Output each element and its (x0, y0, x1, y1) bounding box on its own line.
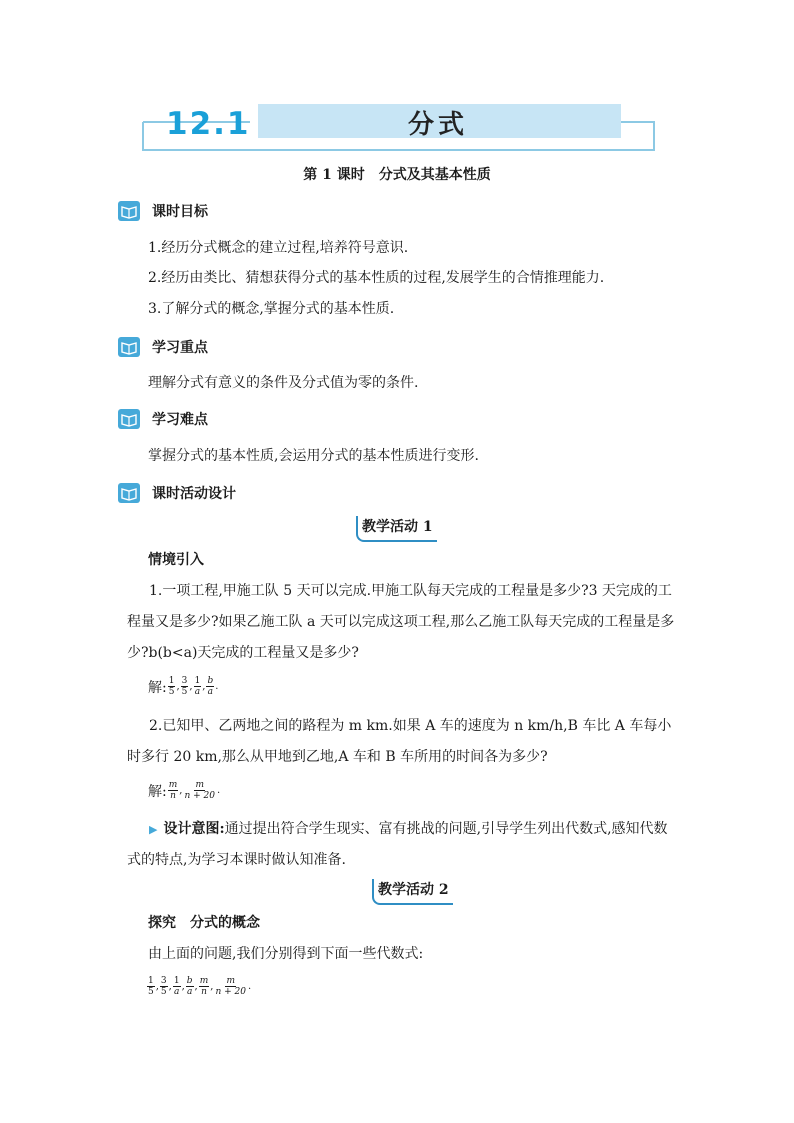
frac-den: n + 20 (184, 791, 215, 801)
answer-2-label: 解: (148, 783, 167, 800)
goal-3: 3.了解分式的概念,掌握分式的基本性质. (148, 301, 395, 317)
chapter-title: 分式 (408, 110, 469, 140)
fraction (173, 976, 181, 997)
frac-den: 5 (181, 687, 188, 697)
book-icon (118, 483, 140, 503)
answer-1-label: 解: (148, 679, 167, 696)
frac-num: 1 (148, 976, 154, 986)
activity-2-badge: 教学活动 2 (372, 879, 453, 905)
activity-1-question-2: 2.已知甲、乙两地之间的路程为 m km.如果 A 车的速度为 n km/h,B 车比 A 车每小时多行 20 km,那么从甲地到乙地,A 车和 B 车所用的时间各为多少? (127, 718, 672, 765)
goal-2: 2.经历由类比、猜想获得分式的基本性质的过程,发展学生的合情推理能力. (148, 270, 605, 286)
book-icon (118, 201, 140, 221)
fraction (168, 780, 179, 801)
frac-den: a (174, 987, 180, 997)
fraction (160, 976, 168, 997)
frac-den: n (170, 791, 176, 801)
section-goals-label: 课时目标 (152, 204, 208, 220)
activity-2-heading: 探究 分式的概念 (148, 915, 260, 931)
frac-den: 5 (148, 987, 154, 997)
frac-den: n + 20 (215, 987, 246, 997)
frac-den: a (207, 687, 214, 697)
frac-num: m (195, 780, 204, 790)
activity-2-intro: 由上面的问题,我们分别得到下面一些代数式: (148, 946, 424, 962)
frac-den: a (186, 987, 193, 997)
chapter-header (0, 0, 794, 160)
key-text: 理解分式有意义的条件及分式值为零的条件. (148, 375, 419, 391)
goal-1: 1.经历分式概念的建立过程,培养符号意识. (148, 240, 409, 256)
answer-2: 解: $\frac{m}{n}$ , $\frac{m}{n + 20}$ . (148, 780, 221, 801)
frac-den: 5 (168, 687, 175, 697)
fraction (214, 976, 247, 997)
fraction (168, 676, 176, 697)
section-difficulty (118, 408, 208, 430)
frac-den: 5 (160, 987, 167, 997)
section-goals (118, 200, 208, 222)
fraction (183, 780, 216, 801)
frac-num: m (199, 976, 209, 986)
design-intent-text: 通过提出符合学生现实、富有挑战的问题,引导学生列出代数式,感知代数式的特点,为学习本课时做认知准备. (127, 821, 668, 868)
fraction (206, 676, 214, 697)
activity-1-question-1: 1.一项工程,甲施工队 5 天可以完成.甲施工队每天完成的工程量是多少?3 天完成的工程量又是多少?如果乙施工队 a 天可以完成这项工程,那么乙施工队每天完成的工程量是多少?b(b<a)天完成的工程量又是多少? (127, 583, 675, 661)
frac-den: n (201, 987, 207, 997)
frac-num: b (207, 676, 214, 686)
section-key-label: 学习重点 (152, 340, 208, 356)
frac-num: m (226, 976, 235, 986)
frac-num: 3 (181, 676, 188, 686)
activity-1-badge: 教学活动 1 (356, 516, 437, 542)
section-design (118, 482, 236, 504)
section-design-label: 课时活动设计 (152, 486, 236, 502)
frac-den: a (194, 687, 201, 697)
answer-1: 解: $\frac{1}{5}$ , $\frac{3}{5}$ , $\frac{1}{a}$ , $\frac{b}{a}$ . (148, 676, 219, 697)
fraction (147, 976, 155, 997)
section-key (118, 336, 208, 358)
lesson-subtitle: 第 1 课时 分式及其基本性质 (303, 167, 491, 183)
frac-num: 1 (194, 676, 201, 686)
fraction (194, 676, 202, 697)
fraction (199, 976, 210, 997)
expressions-list: $\frac{1}{5}$ , $\frac{3}{5}$ , $\frac{1}{a}$ , $\frac{b}{a}$ , $\frac{m}{n}$ , $\frac{m}{n + 20}$ . (148, 976, 252, 997)
play-arrow-icon: ▶ (149, 823, 158, 836)
design-intent (127, 814, 677, 876)
design-intent-label: 设计意图: (163, 821, 225, 837)
frac-num: 1 (168, 676, 175, 686)
book-icon (118, 337, 140, 357)
frac-num: b (186, 976, 193, 986)
section-difficulty-label: 学习难点 (152, 412, 208, 428)
frac-num: m (168, 780, 178, 790)
chapter-number: 12.1 (166, 106, 251, 142)
frac-num: 1 (173, 976, 180, 986)
book-icon (118, 409, 140, 429)
activity-1-heading: 情境引入 (148, 552, 204, 568)
fraction (186, 976, 194, 997)
frac-num: 3 (160, 976, 167, 986)
difficulty-text: 掌握分式的基本性质,会运用分式的基本性质进行变形. (148, 448, 479, 464)
fraction (181, 676, 189, 697)
